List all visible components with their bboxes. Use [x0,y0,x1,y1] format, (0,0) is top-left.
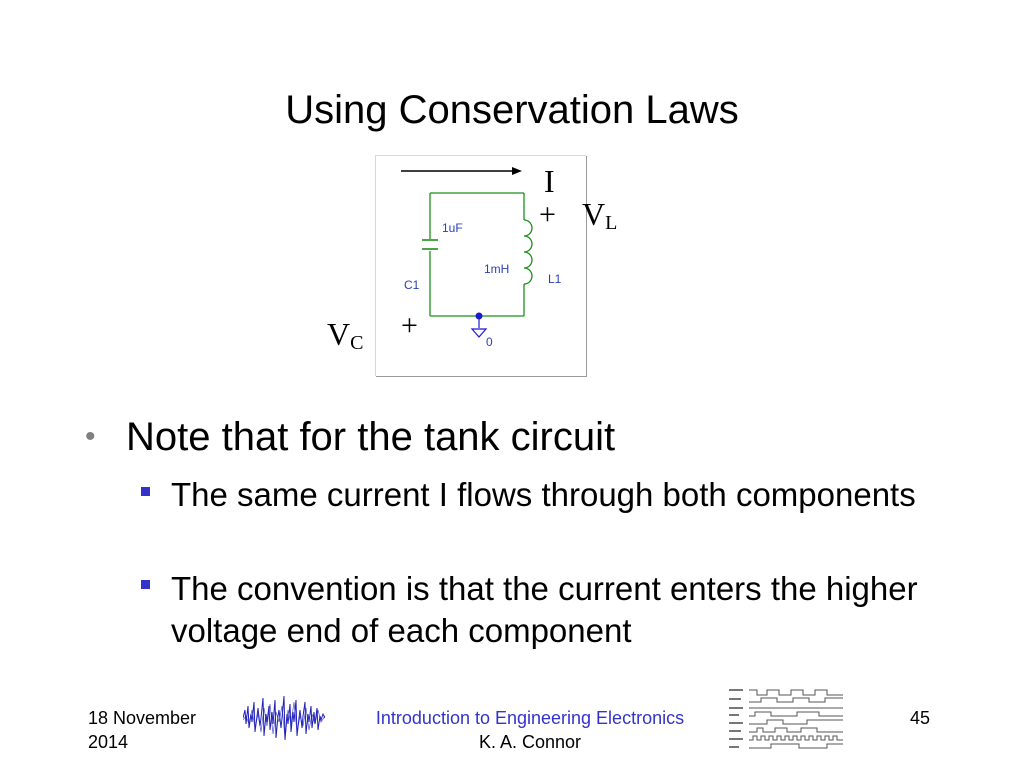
vl-subscript: L [605,212,618,234]
sub-bullet-2: The convention is that the current enters the higher voltage end of each component [171,570,918,649]
current-label: I [544,163,555,199]
ground-label: 0 [486,335,493,349]
capacitor-voltage-label [327,316,363,355]
inductor-plus-sign: + [539,198,556,231]
sub-bullet-square-icon [141,487,150,496]
sub-bullet-1: The same current I flows through both components [171,476,916,513]
footer-date: 18 November 2014 [88,708,197,752]
digital-waveform-icon [727,686,845,752]
footer-course-title: Introduction to Engineering Electronics [375,708,685,728]
capacitor-plus-sign: + [401,309,418,342]
ind-name-label: L1 [548,272,562,286]
current-arrow-head [512,167,522,175]
ground-symbol [472,329,486,337]
cap-value-label: 1uF [442,221,463,235]
cap-name-label: C1 [404,278,420,292]
sub-bullet-square-icon [141,580,150,589]
ind-value-label: 1mH [484,262,510,276]
vl-main: V [582,196,606,232]
inductor-voltage-label [582,196,617,235]
footer-author: K. A. Connor [478,732,582,752]
footer-center [350,706,710,754]
inductor-coil [524,220,532,284]
vc-subscript: C [350,332,364,354]
bullet-main: Note that for the tank circuit [126,415,616,459]
slide-title: Using Conservation Laws [285,88,739,132]
bullet-dot-icon: • [85,420,96,453]
noise-signal-icon [243,688,325,750]
vc-main: V [327,316,351,352]
slide-number: 45 [910,708,931,728]
